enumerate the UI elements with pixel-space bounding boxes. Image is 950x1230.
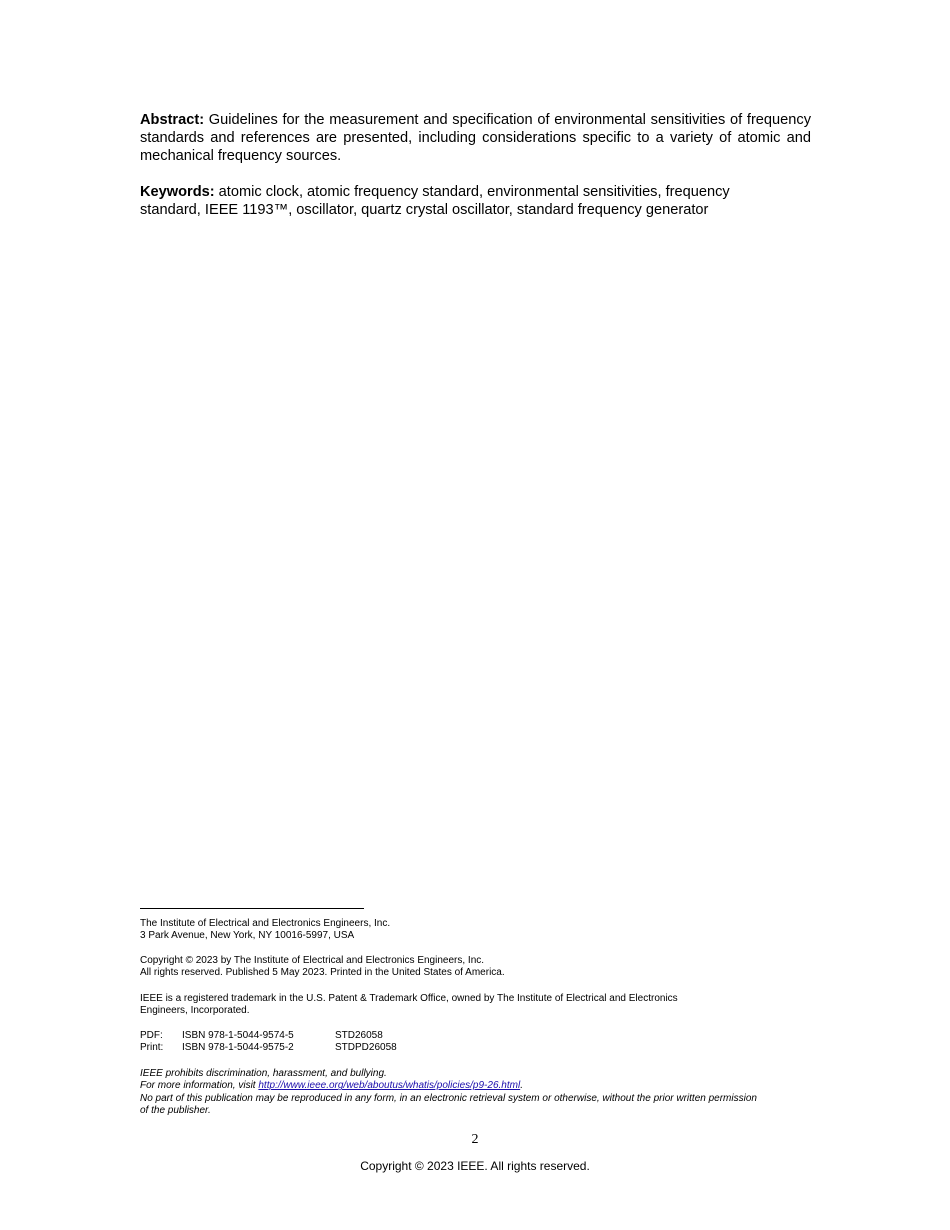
reproduction-line-2: of the publisher. [140, 1105, 211, 1117]
policy-block [140, 1068, 820, 1118]
keywords-paragraph [140, 183, 811, 219]
page-footer-copyright: Copyright © 2023 IEEE. All rights reserved. [360, 1159, 590, 1173]
policy-more-info [140, 1080, 820, 1092]
isbn-number: ISBN 978-1-5044-9574-5 [182, 1030, 294, 1041]
reproduction-line-1: No part of this publication may be reproduced in any form, in an electronic retrieval system or otherwise, without the prior written permission [140, 1092, 757, 1104]
publisher-name: The Institute of Electrical and Electronics Engineers, Inc. [140, 918, 391, 929]
policy-prefix: For more information, visit [140, 1080, 259, 1092]
trademark-block [140, 993, 820, 1018]
keywords-line-2: standard, IEEE 1193™, oscillator, quartz crystal oscillator, standard frequency generator [140, 202, 709, 219]
keywords-label: Keywords: [140, 184, 215, 200]
isbn-block [140, 1030, 820, 1055]
trademark-line-1: IEEE is a registered trademark in the U.S. Patent & Trademark Office, owned by The Institute of Electrical and Electronics [140, 993, 678, 1004]
policy-link[interactable]: http://www.ieee.org/web/aboutus/whatis/policies/p9-26.html [258, 1080, 521, 1092]
keywords-line-1: atomic clock, atomic frequency standard, environmental sensitivities, frequency [214, 184, 730, 200]
abstract-label: Abstract: [140, 112, 205, 128]
isbn-format: PDF: [140, 1030, 163, 1041]
isbn-code: STDPD26058 [335, 1042, 397, 1054]
footnote-separator [140, 908, 364, 909]
publisher-block [140, 918, 820, 943]
isbn-number: ISBN 978-1-5044-9575-2 [182, 1042, 294, 1054]
isbn-row-pdf [140, 1030, 820, 1042]
rights-line: All rights reserved. Published 5 May 2023. Printed in the United States of America. [140, 967, 505, 979]
page-number: 2 [471, 1132, 479, 1147]
policy-suffix: . [520, 1080, 523, 1092]
copyright-block [140, 955, 820, 980]
policy-statement: IEEE prohibits discrimination, harassment, and bullying. [140, 1068, 387, 1079]
isbn-format: Print: [140, 1042, 164, 1054]
publisher-address: 3 Park Avenue, New York, NY 10016-5997, USA [140, 930, 355, 942]
abstract-text: Guidelines for the measurement and specification of environmental sensitivities of frequency standards and references are presented, including considerations specific to a variety of atomic and mechanical frequency sources. [140, 112, 811, 165]
abstract-paragraph [140, 111, 811, 166]
trademark-line-2: Engineers, Incorporated. [140, 1005, 250, 1017]
copyright-line: Copyright © 2023 by The Institute of Electrical and Electronics Engineers, Inc. [140, 955, 485, 966]
isbn-code: STD26058 [335, 1030, 383, 1041]
isbn-row-print [140, 1042, 820, 1054]
